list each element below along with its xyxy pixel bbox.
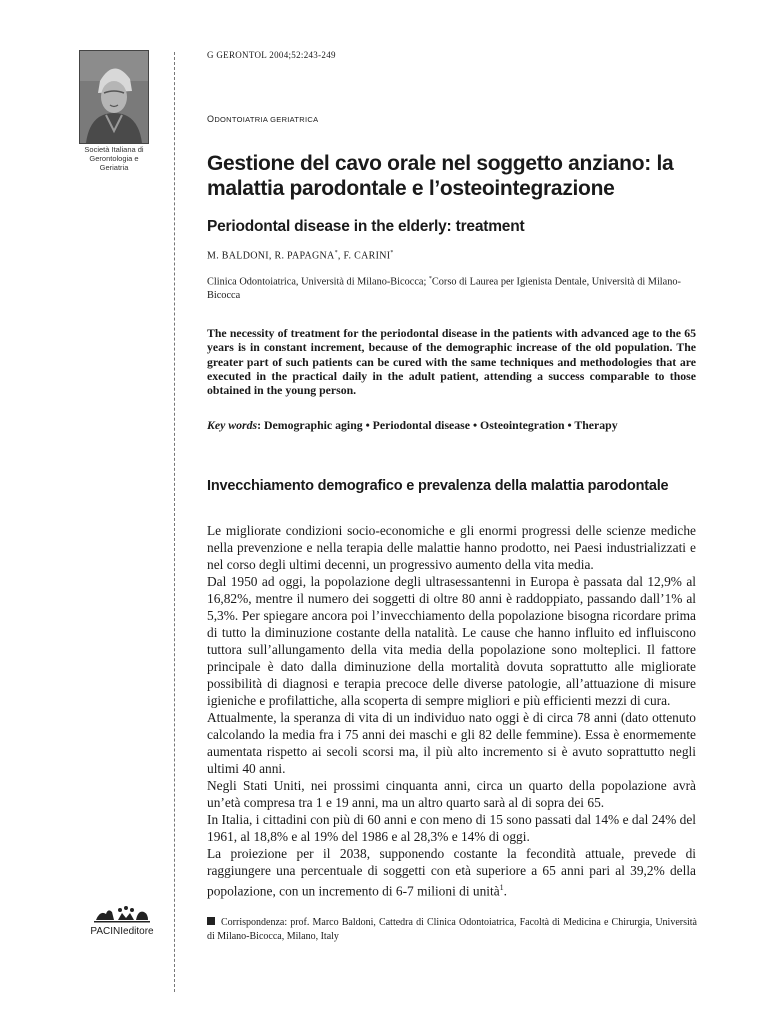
paragraph: Le migliorate condizioni socio-economiche e gli enormi progressi delle scienze mediche nella prevenzione e nella terapia delle malattie hanno prodotto, nei Paesi industrializzati e nel corso degli ultimi decenni, un progressivo aumento della vita media. [207, 523, 696, 572]
paragraph: In Italia, i cittadini con più di 60 anni e con meno di 15 sono passati dal 14% e dal 24% del 1961, al 18,8% e al 19% del 1986 e al 28,3% e 14% di oggi. [207, 812, 696, 844]
article-title: Gestione del cavo orale nel soggetto anziano: la malattia parodontale e l’osteointegrazione [207, 152, 674, 200]
publisher-name-prefix: PACINI [90, 926, 124, 937]
section-label-initial: O [207, 114, 215, 124]
society-line: Società Italiana di [84, 145, 144, 154]
paragraph-text: La proiezione per il 2038, supponendo costante la fecondità attuale, prevede di raggiungere una percentuale di soggetti con età superiore a 65 anni pari al 39,2% della popolazione, con un incremento di 6-7 milioni di unità [207, 846, 696, 899]
affiliation-mark: * [428, 276, 432, 282]
paragraph: Attualmente, la speranza di vita di un individuo nato oggi è di circa 78 anni (dato ottenuto calcolando la media fra i 75 anni dei maschi e gli 82 delle femmine). Essa è enormemente aumentata rispetto ai secoli scorsi ma, il più alto incremento si è avuto soprattutto negli ultimi 40 anni. [207, 710, 696, 776]
portrait-illustration [80, 51, 148, 143]
paragraph [207, 845, 696, 899]
paragraph: Negli Stati Uniti, nei prossimi cinquanta anni, circa un quarto della popolazione avrà un’età compresa tra 1 e 19 anni, ma un altro quarto sarà al di sopra dei 65. [207, 778, 696, 810]
keywords-label: Key words [207, 418, 258, 432]
section-label-rest: DONTOIATRIA GERIATRICA [214, 115, 319, 124]
publisher-name [86, 926, 158, 937]
column-divider [174, 52, 175, 992]
affiliations [207, 272, 687, 303]
paragraph-end: . [503, 883, 508, 899]
abstract: The necessity of treatment for the periodontal disease in the patients with advanced age to the 65 years is in constant increment, because of the demographic increase of the old population. The greater part of such patients can be cured with the same techniques and methodologies that are executed in the practical daily in the adult patient, attending a success comparable to those obtained in the young person. [207, 326, 696, 398]
reference-mark: 1 [499, 883, 504, 892]
society-line: Geriatria [99, 163, 129, 172]
society-line: Gerontologia e [89, 154, 139, 163]
society-name [78, 145, 150, 172]
affiliation-text: Corso di Laurea per Igienista Dentale, Università di Milano-Bicocca [207, 276, 681, 302]
affiliation-text: Clinica Odontoiatrica, Università di Milano-Bicocca; [207, 276, 429, 288]
affiliation-mark: * [390, 250, 394, 256]
affiliation-mark: * [334, 250, 338, 256]
publisher-logo [86, 904, 158, 937]
footnote-text: Corrispondenza: prof. Marco Baldoni, Cattedra di Clinica Odontoiatrica, Facoltà di Medicina e Chirurgia, Università di Milano-Bicocca, Milano, Italy [207, 917, 697, 942]
journal-reference: G GERONTOL 2004;52:243-249 [207, 50, 336, 60]
section-heading: Invecchiamento demografico e prevalenza della malattia parodontale [207, 478, 669, 494]
body-text [207, 522, 696, 899]
authors-text: , F. CARINI [337, 250, 391, 262]
keywords [207, 418, 696, 432]
correspondence-footnote [207, 916, 697, 944]
publisher-emblem-icon [92, 904, 152, 924]
article-subtitle: Periodontal disease in the elderly: treatment [207, 218, 525, 235]
publisher-name-suffix: editore [123, 926, 154, 937]
paragraph: Dal 1950 ad oggi, la popolazione degli ultrasessantenni in Europa è passata dal 12,9% al 16,82%, mentre il numero dei soggetti di oltre 80 anni è raddoppiato, passando dall’1% al 5,3%. Per spiegare ancora poi l’invecchiamento della popolazione bisogna ricordare prima di tutto la diminuzione costante della natalità. Le cause che hanno influito ed influiscono tuttora sull’allungamento della vita media della popolazione sono molteplici. Il fattore principale è dato dalla diminuzione della mortalità dovuta soprattutto alle migliorate possibilità di diagnosi e terapia precoce delle diverse patologie, all’attuazione di misure igieniche e profilattiche, alla scoperta di sempre migliori e più efficienti mezzi di cura. [207, 574, 696, 708]
section-label [207, 114, 318, 124]
square-bullet-icon [207, 917, 215, 925]
society-portrait-image [79, 50, 149, 144]
keywords-list: : Demographic aging • Periodontal disease • Osteointegration • Therapy [257, 418, 618, 432]
authors-text: M. BALDONI, R. PAPAGNA [207, 250, 335, 262]
authors [207, 250, 394, 261]
